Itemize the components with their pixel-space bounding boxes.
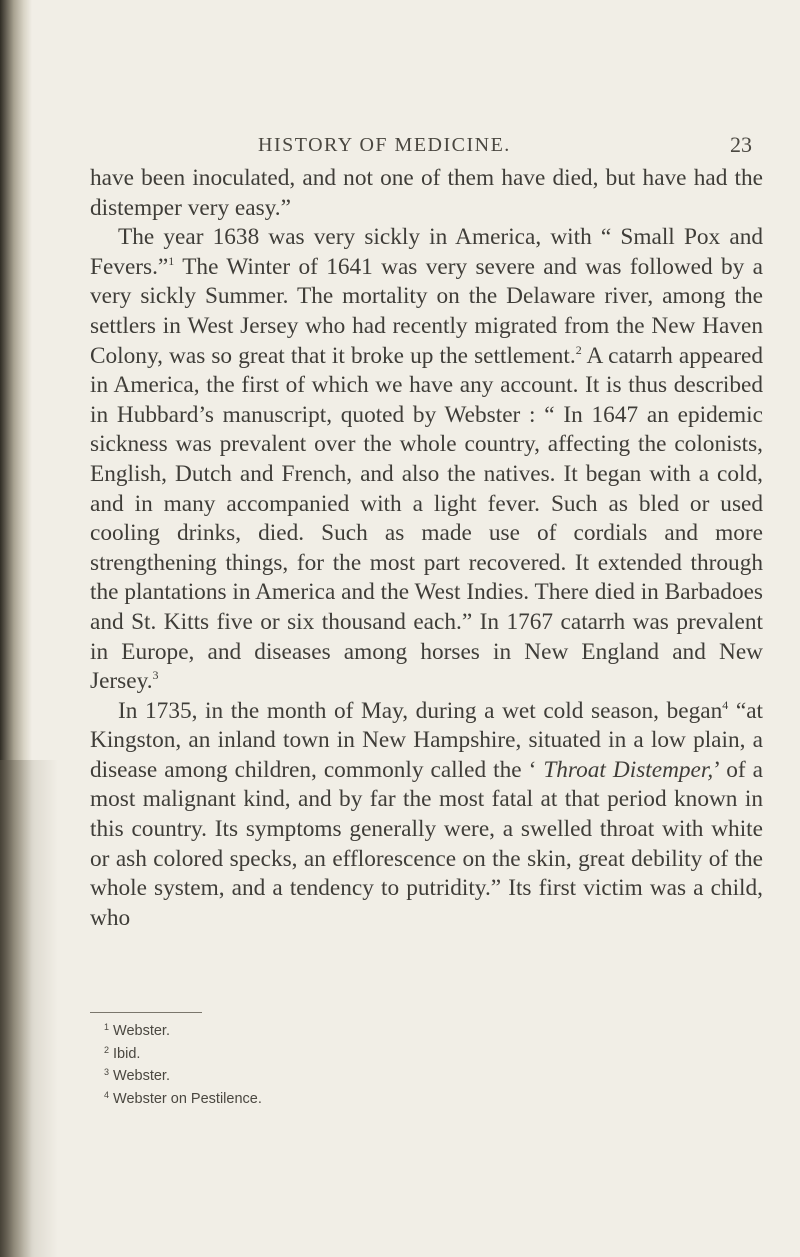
paragraph-3 — [90, 697, 763, 934]
paragraph-3-italic: Throat Distemper, — [543, 756, 714, 783]
footnote-4-text: Webster on Pestilence. — [113, 1090, 262, 1107]
paragraph-3-text-a: In 1735, in the month of May, during a wet cold season, began — [118, 697, 723, 724]
footnote-2 — [104, 1041, 262, 1064]
page-number: 23 — [730, 132, 752, 157]
running-head: HISTORY OF MEDICINE. — [258, 134, 511, 156]
paragraph-2-text-a: The year 1638 was very sickly in America, with “ Small Pox and Fevers.” — [90, 224, 763, 280]
footnote-3-mark: 3 — [104, 1067, 110, 1077]
footnote-3-text: Webster. — [113, 1068, 170, 1084]
footnote-ref-4: 4 — [722, 697, 729, 712]
footnote-1 — [104, 1018, 262, 1041]
paragraph-3-text-c: ’ of a most malignant kind, and by far the most fatal at that period known in this country. Its symptoms generally were, a swelled throat with white or ash colored specks, an efflorescence on the skin, great debility of the whole system, and a tendency to putridity.” Its first victim was a child, who — [90, 756, 763, 931]
paragraph-2-text-b: The Winter of 1641 was very severe and was followed by a very sickly Summer. The mortality on the Delaware river, among the settlers in West Jersey who had recently migrated from the New Haven Colony, was so great that it broke up the settlement. — [90, 253, 763, 369]
paragraph-2-text-c: A catarrh appeared in America, the first of which we have any account. It is thus described in Hubbard’s manuscript, quoted by Webster : “ In 1647 an epidemic sickness was prevalent over the whole country, affecting the colonists, English, Dutch and French, and also the natives. It began with a cold, and in many accompanied with a light fever. Such as bled or used cooling drinks, died. Such as made use of cordials and more strengthening things, for the most part recovered. It extended through the plantations in America and the West Indies. There died in Barbadoes and St. Kitts five or six thousand each.” In 1767 catarrh was prevalent in Europe, and diseases among horses in New England and New Jersey. — [90, 342, 763, 695]
footnote-1-text: Webster. — [113, 1023, 170, 1039]
footnote-2-text: Ibid. — [113, 1045, 141, 1062]
paragraph-1: have been inoculated, and not one of them have died, but have had the distemper very easy.” — [90, 165, 763, 221]
body-text — [90, 164, 763, 933]
footnotes — [104, 1018, 262, 1108]
paragraph-2 — [90, 223, 763, 697]
footnote-2-mark: 2 — [104, 1044, 110, 1055]
footnote-1-mark: 1 — [104, 1022, 110, 1032]
footnote-ref-1: 1 — [168, 253, 175, 268]
footnote-rule — [90, 1012, 202, 1013]
footnote-3 — [104, 1063, 262, 1086]
paragraph-3-text-b: “at Kingston, an inland town in New Hampshire, situated in a low plain, a disease among children, commonly called the ‘ — [90, 697, 764, 783]
footnote-ref-3: 3 — [152, 668, 159, 683]
footnote-4 — [104, 1086, 262, 1109]
footnote-4-mark: 4 — [104, 1089, 110, 1100]
binding-stain — [0, 760, 58, 1257]
footnote-ref-2: 2 — [575, 342, 582, 357]
